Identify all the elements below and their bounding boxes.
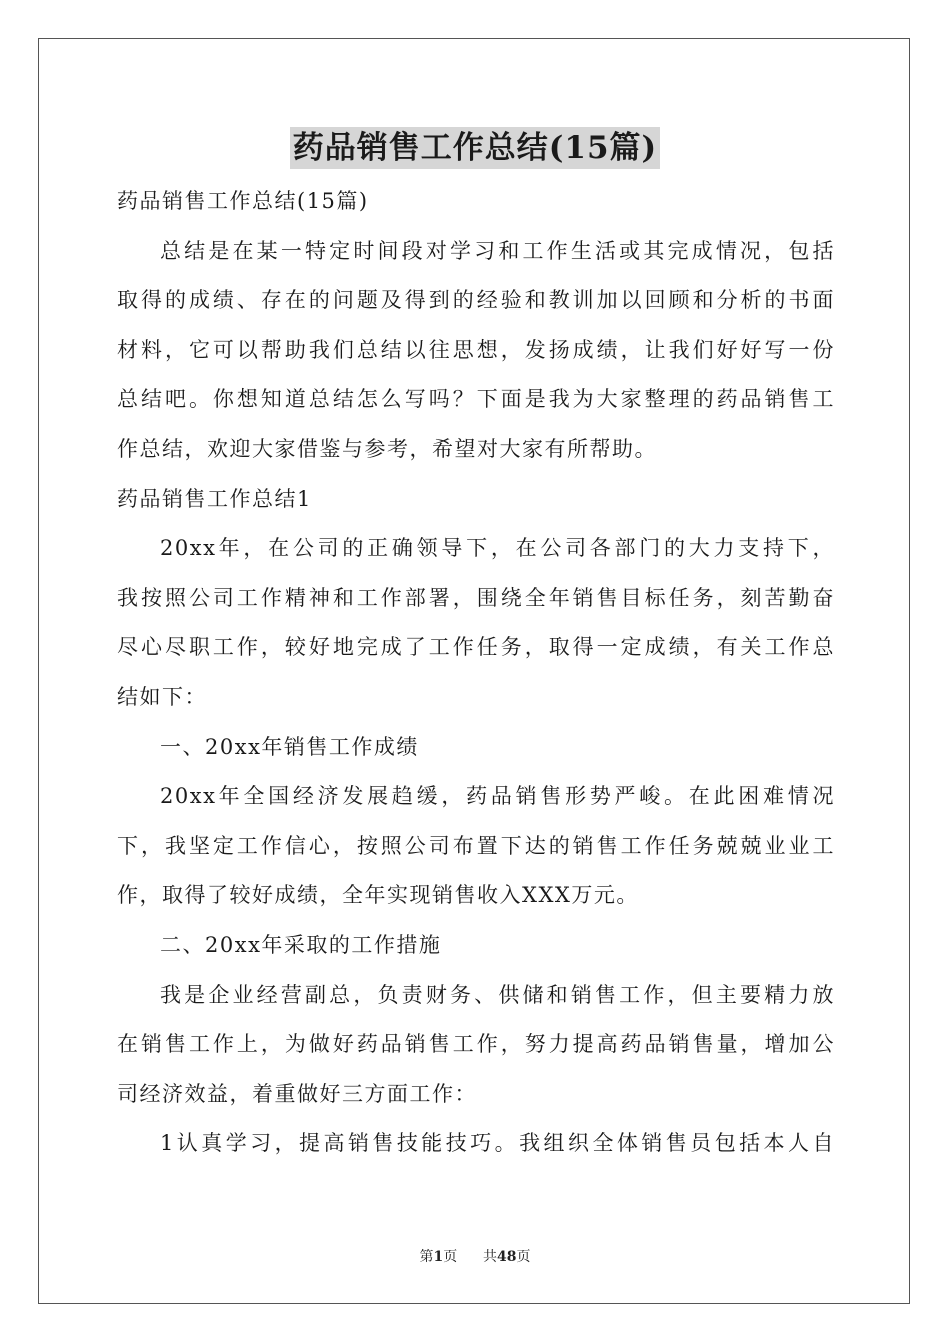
paragraph-line: 作，取得了较好成绩，全年实现销售收入XXX万元。 (117, 883, 639, 908)
paragraph-line: 司经济效益，着重做好三方面工作： (117, 1081, 477, 1106)
subsection-heading: 二、20xx年采取的工作措施 (160, 932, 442, 957)
total-prefix: 共 (483, 1249, 498, 1265)
document-body (117, 180, 835, 1172)
paragraph-line: 尽心尽职工作，较好地完成了工作任务，取得一定成绩，有关工作总 (117, 635, 835, 660)
paragraph-line: 作总结，欢迎大家借鉴与参考，希望对大家有所帮助。 (117, 436, 657, 461)
paragraph-line: 1认真学习，提高销售技能技巧。我组织全体销售员包括本人自 (160, 1131, 835, 1156)
paragraph-line: 结如下： (117, 684, 207, 709)
page-footer (0, 1246, 950, 1266)
paragraph-line: 在销售工作上，为做好药品销售工作，努力提高药品销售量，增加公 (117, 1032, 835, 1057)
paragraph-line: 总结吧。你想知道总结怎么写吗？下面是我为大家整理的药品销售工 (117, 387, 835, 412)
page-suffix: 页 (443, 1249, 458, 1265)
document-title: 药品销售工作总结(15篇) (290, 127, 660, 169)
page-number: 1 (433, 1249, 444, 1265)
total-suffix: 页 (516, 1249, 531, 1265)
subsection-heading: 一、20xx年销售工作成绩 (160, 734, 419, 759)
subtitle-line: 药品销售工作总结(15篇) (117, 189, 369, 213)
page-prefix: 第 (419, 1249, 434, 1265)
section-heading: 药品销售工作总结1 (117, 486, 312, 511)
paragraph-line: 我按照公司工作精神和工作部署，围绕全年销售目标任务，刻苦勤奋 (117, 585, 835, 610)
paragraph-line: 材料，它可以帮助我们总结以往思想，发扬成绩，让我们好好写一份 (117, 337, 835, 362)
paragraph-line: 下，我坚定工作信心，按照公司布置下达的销售工作任务兢兢业业工 (117, 833, 835, 858)
paragraph-line: 取得的成绩、存在的问题及得到的经验和教训加以回顾和分析的书面 (117, 288, 835, 313)
paragraph-line: 20xx年全国经济发展趋缓，药品销售形势严峻。在此困难情况 (160, 784, 835, 809)
title-container (0, 127, 950, 169)
paragraph-line: 我是企业经营副总，负责财务、供储和销售工作，但主要精力放 (160, 982, 835, 1007)
total-pages: 48 (497, 1249, 517, 1265)
paragraph-line: 20xx年，在公司的正确领导下，在公司各部门的大力支持下， (160, 536, 835, 561)
paragraph-line: 总结是在某一特定时间段对学习和工作生活或其完成情况，包括 (160, 238, 835, 263)
